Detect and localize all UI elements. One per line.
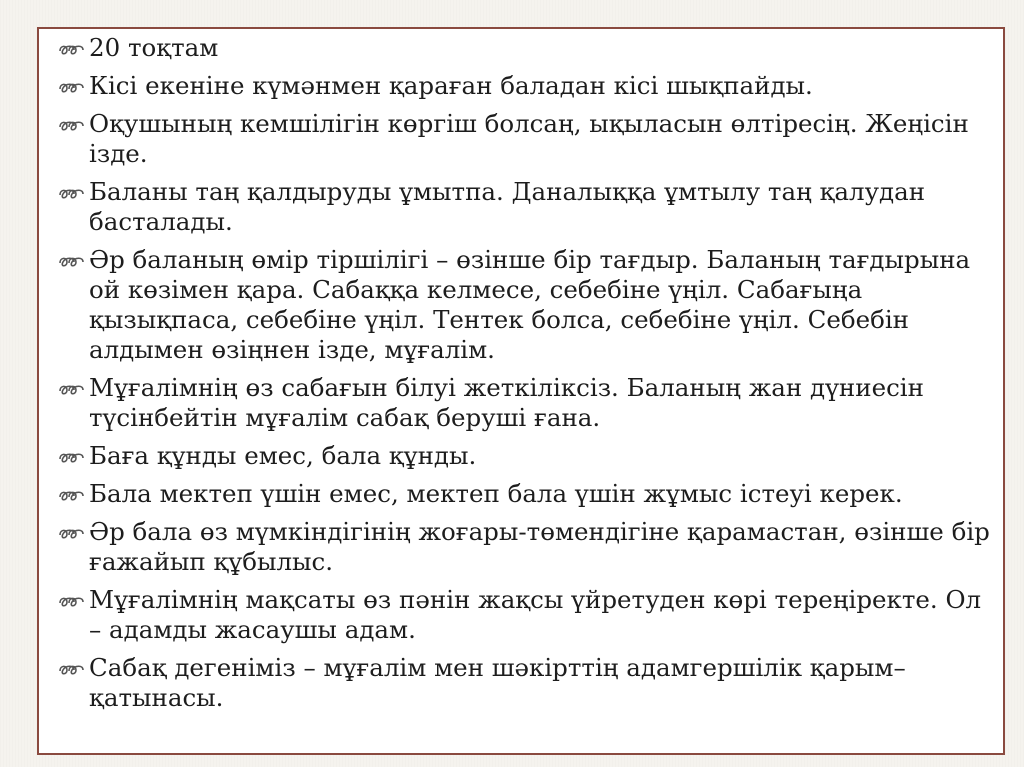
list-item <box>51 177 991 237</box>
list-item-text: Оқушының кемшілігін көргіш болсаң, ықыласын өлтіресің. Жеңісін ізде. <box>89 109 969 168</box>
loop-link-icon <box>57 662 87 678</box>
loop-link-icon <box>57 594 87 610</box>
loop-link-icon <box>57 42 87 58</box>
slide-frame <box>37 27 1005 755</box>
list-item <box>51 245 991 365</box>
loop-link-icon <box>57 80 87 96</box>
list-item-text: 20 тоқтам <box>89 33 219 62</box>
list-item-text: Бала мектеп үшін емес, мектеп бала үшін жұмыс істеуі керек. <box>89 479 903 508</box>
loop-link-icon <box>57 254 87 270</box>
bullet-list <box>51 33 991 713</box>
list-item <box>51 653 991 713</box>
list-item <box>51 441 991 471</box>
list-item-text: Баланы таң қалдыруды ұмытпа. Даналыққа ұмтылу таң қалудан басталады. <box>89 177 926 236</box>
list-item-text: Әр баланың өмір тіршілігі – өзінше бір тағдыр. Баланың тағдырына ой көзімен қара. Сабаққа келмесе, себебіне үңіл. Сабағыңа қызықпаса, себебіне үңіл. Тентек болса, себебіне үңіл. Себебін алдымен өзіңнен ізде, мұғалім. <box>89 245 971 364</box>
list-item <box>51 585 991 645</box>
list-item <box>51 71 991 101</box>
loop-link-icon <box>57 186 87 202</box>
loop-link-icon <box>57 450 87 466</box>
loop-link-icon <box>57 526 87 542</box>
list-item <box>51 517 991 577</box>
loop-link-icon <box>57 382 87 398</box>
loop-link-icon <box>57 118 87 134</box>
list-item <box>51 33 991 63</box>
list-item-text: Сабақ дегеніміз – мұғалім мен шәкірттің адамгершілік қарым–қатынасы. <box>89 653 906 712</box>
list-item <box>51 373 991 433</box>
list-item <box>51 109 991 169</box>
list-item-text: Баға құнды емес, бала құнды. <box>89 441 477 470</box>
list-item-text: Мұғалімнің мақсаты өз пәнін жақсы үйретуден көрі тереңіректе. Ол – адамды жасаушы адам. <box>89 585 982 644</box>
list-item-text: Әр бала өз мүмкіндігінің жоғары-төмендігіне қарамастан, өзінше бір ғажайып құбылыс. <box>89 517 990 576</box>
slide-content <box>51 33 991 745</box>
list-item <box>51 479 991 509</box>
loop-link-icon <box>57 488 87 504</box>
list-item-text: Мұғалімнің өз сабағын білуі жеткіліксіз. Баланың жан дүниесін түсінбейтін мұғалім сабақ беруші ғана. <box>89 373 924 432</box>
list-item-text: Кісі екеніне күмәнмен қараған баладан кісі шықпайды. <box>89 71 813 100</box>
